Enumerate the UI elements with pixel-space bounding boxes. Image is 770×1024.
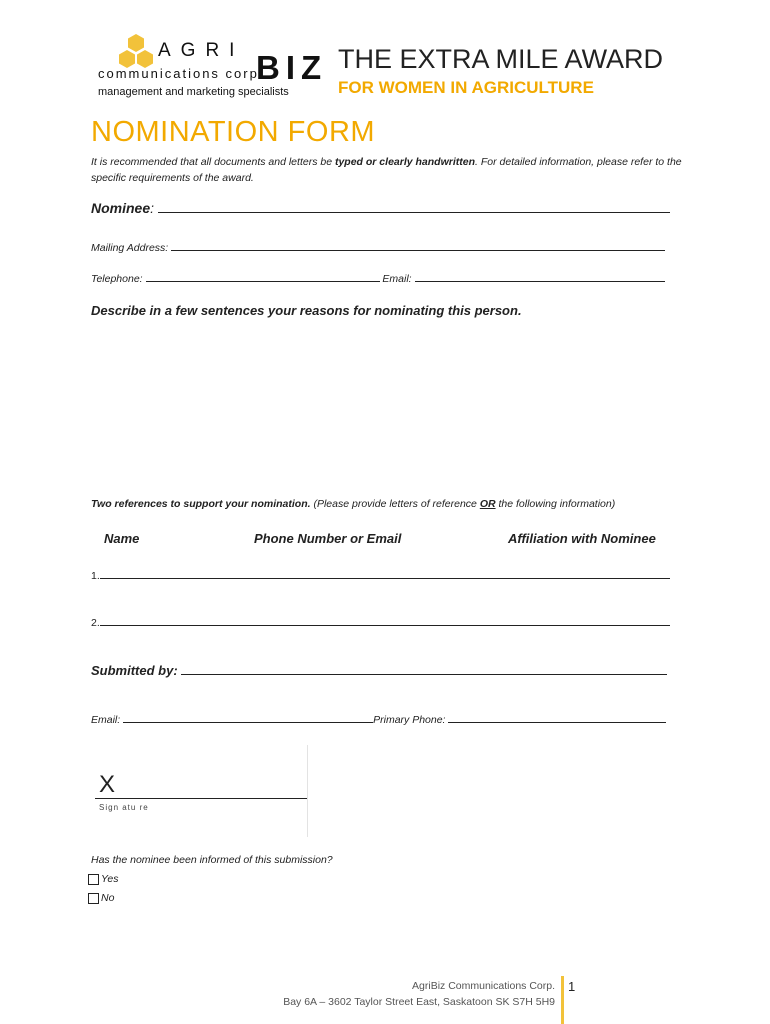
telephone-label: Telephone: [91, 273, 143, 285]
refs-part-1: (Please provide letters of reference [310, 498, 480, 510]
reference-2-field[interactable] [100, 615, 670, 626]
reference-row-number: 2. [91, 617, 100, 629]
agribiz-logo [98, 34, 328, 102]
submitted-by-row [91, 662, 675, 678]
nominee-colon: : [150, 200, 155, 216]
award-subtitle: FOR WOMEN IN AGRICULTURE [338, 78, 594, 97]
intro-part-1: It is recommended that all documents and letters be [91, 156, 335, 168]
mailing-label: Mailing Address: [91, 242, 169, 254]
footer-address: Bay 6A – 3602 Taylor Street East, Saskatoon SK S7H 5H9 [283, 996, 555, 1008]
describe-prompt: Describe in a few sentences your reasons for nominating this person. [91, 303, 522, 318]
nominee-label: Nominee [91, 200, 151, 216]
column-header-name: Name [104, 531, 140, 546]
award-title: THE EXTRA MILE AWARD [338, 44, 664, 74]
logo-corp-text: communications corp [98, 66, 259, 81]
nominee-field[interactable] [158, 200, 670, 213]
mailing-address-field[interactable] [171, 240, 665, 251]
footer-company: AgriBiz Communications Corp. [412, 980, 555, 992]
references-instructions [91, 498, 615, 510]
logo-biz-text: BIZ [256, 49, 328, 86]
column-header-affiliation: Affiliation with Nominee [508, 531, 656, 546]
submitter-email-field[interactable] [123, 712, 373, 723]
signature-box[interactable] [91, 745, 308, 837]
refs-bold: Two references to support your nomination. [91, 498, 311, 510]
no-checkbox[interactable] [88, 893, 99, 904]
email-label: Email: [382, 273, 412, 285]
primary-phone-field[interactable] [448, 712, 666, 723]
reference-row-number: 1. [91, 570, 100, 582]
logo-agri-text: AGRI [158, 40, 245, 61]
signature-x-mark: X [99, 771, 116, 798]
logo-tagline: management and marketing specialists [98, 86, 289, 98]
refs-part-2: the following information) [495, 498, 616, 510]
submitted-by-field[interactable] [181, 662, 667, 675]
option-yes[interactable] [88, 873, 119, 885]
yes-label: Yes [101, 873, 119, 885]
page-number: 1 [568, 979, 576, 994]
footer-accent-bar [561, 976, 564, 1024]
signature-label: Sign atu re [99, 803, 149, 812]
option-no[interactable] [88, 892, 114, 904]
submitter-contact-row [91, 712, 675, 726]
no-label: No [101, 892, 115, 904]
submitter-email-label: Email: [91, 714, 121, 726]
form-title: NOMINATION FORM [91, 116, 376, 148]
telephone-row [91, 271, 675, 285]
column-header-phone-email: Phone Number or Email [254, 531, 402, 546]
telephone-field[interactable] [146, 271, 380, 282]
footer-address-block [283, 978, 555, 1010]
mailing-row [91, 240, 675, 254]
nominee-row [91, 200, 675, 216]
submitted-by-label: Submitted by: [91, 663, 178, 678]
describe-area[interactable] [91, 325, 675, 485]
reference-1-field[interactable] [100, 568, 670, 579]
intro-bold: typed or clearly handwritten [334, 156, 476, 168]
intro-part-2: . For detailed information, please refer to the specific requirements of the award. [91, 156, 682, 184]
reference-row-2 [91, 615, 675, 629]
reference-row-1 [91, 568, 675, 582]
email-field[interactable] [415, 271, 665, 282]
intro-text [91, 154, 691, 186]
informed-question: Has the nominee been informed of this submission? [91, 854, 333, 866]
signature-line [95, 798, 307, 799]
yes-checkbox[interactable] [88, 874, 99, 885]
primary-phone-label: Primary Phone: [373, 714, 446, 726]
refs-or: OR [479, 498, 496, 510]
